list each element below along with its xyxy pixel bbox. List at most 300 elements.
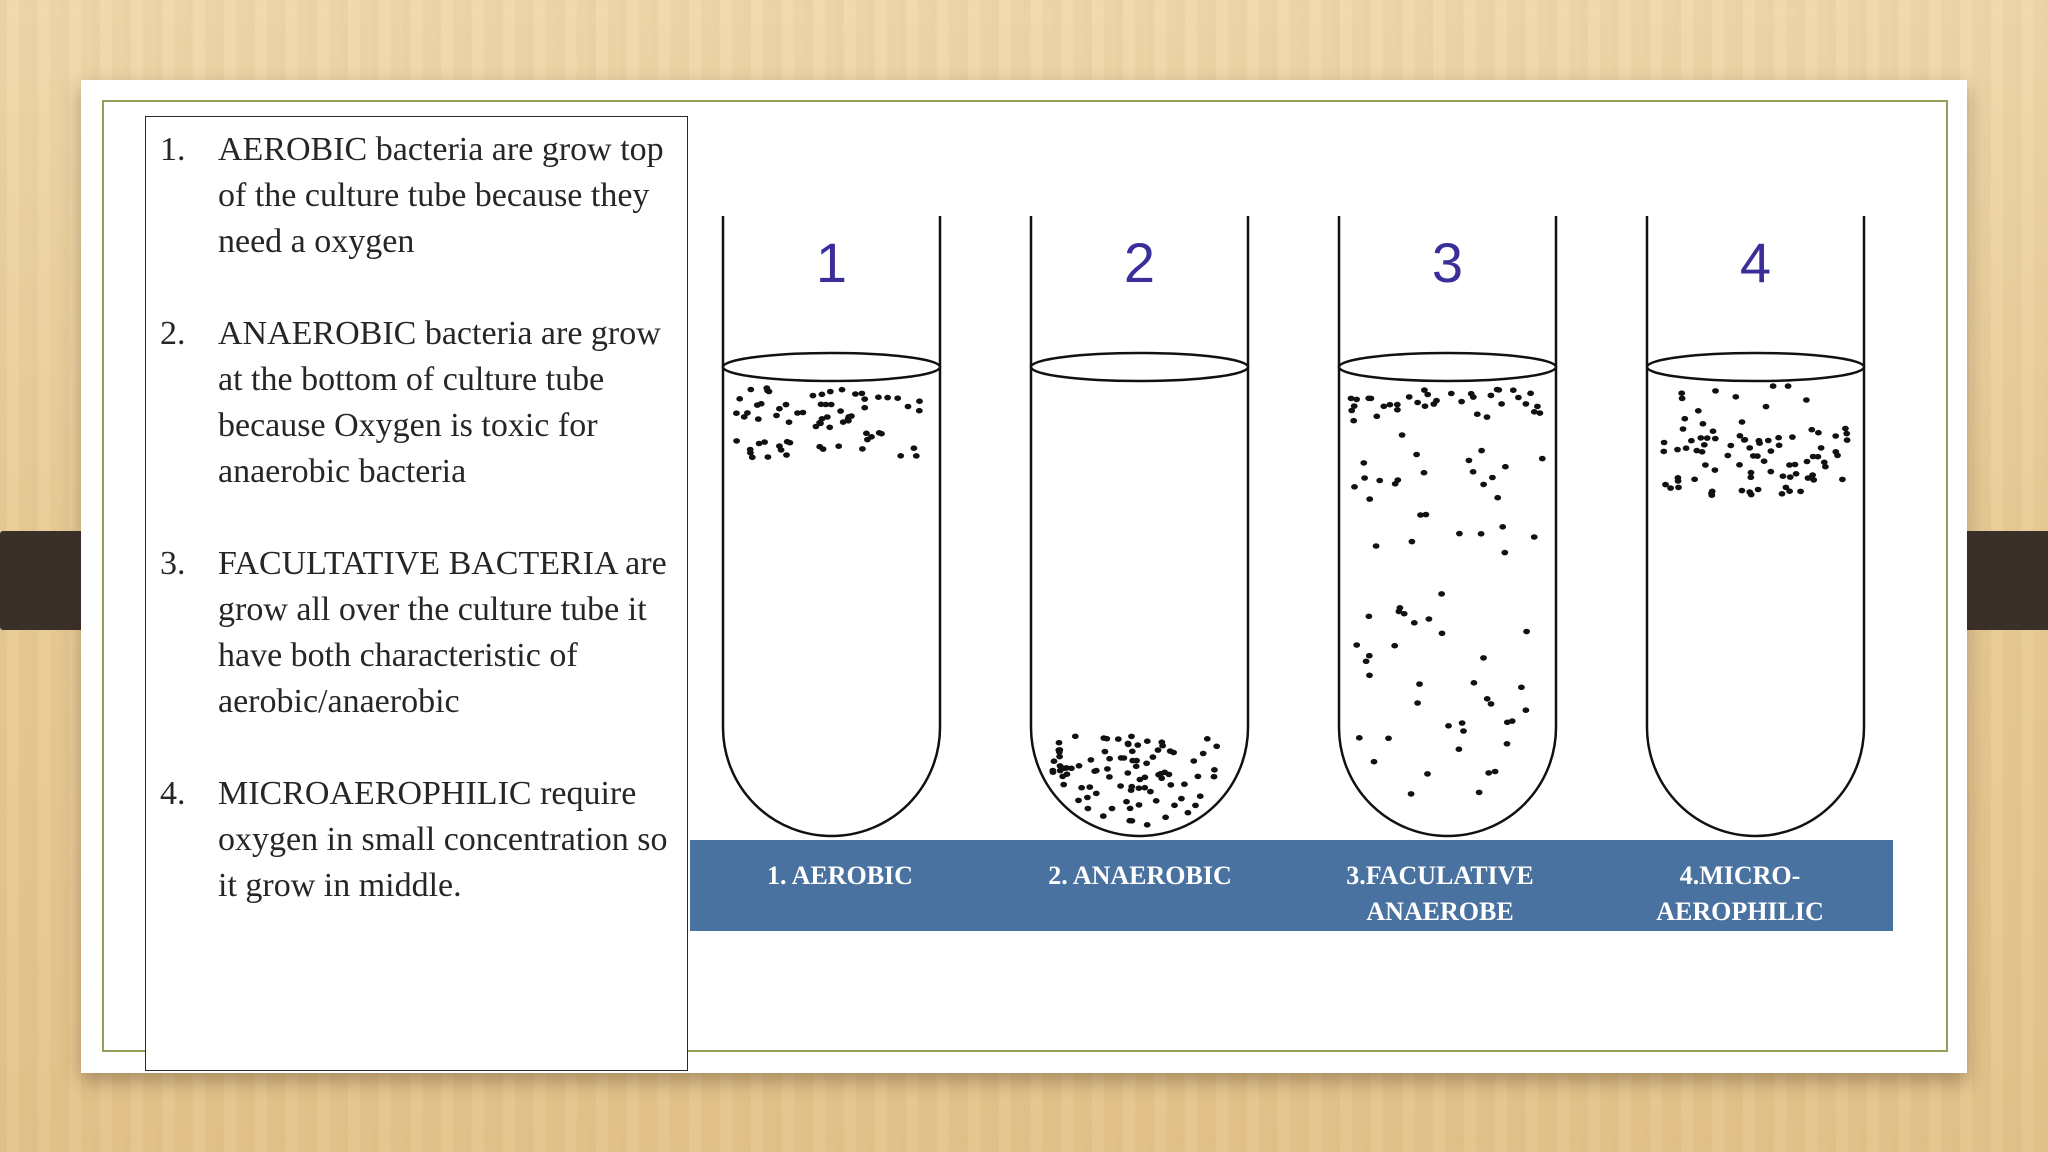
- bacteria-dot: [776, 443, 783, 449]
- bacteria-dot: [1366, 653, 1373, 659]
- bacteria-dot: [1363, 659, 1370, 665]
- bacteria-dot: [1356, 735, 1363, 741]
- bacteria-dot: [1158, 776, 1165, 782]
- bacteria-dot: [894, 395, 901, 401]
- bacteria-dot: [1085, 806, 1092, 812]
- bacteria-dot: [1832, 433, 1839, 439]
- bacteria-dot: [1842, 426, 1849, 432]
- bacteria-dot: [1155, 747, 1162, 753]
- bacteria-dot: [1498, 401, 1505, 407]
- bacteria-dot: [1832, 449, 1839, 455]
- bacteria-dot: [747, 387, 754, 393]
- bacteria-dot: [820, 446, 827, 452]
- tube-number: 4: [1739, 231, 1772, 294]
- bacteria-dot: [916, 398, 923, 404]
- bacteria-dot: [1056, 740, 1063, 746]
- bacteria-dot: [794, 410, 801, 416]
- bacteria-dot: [765, 454, 772, 460]
- bacteria-dot: [1786, 488, 1793, 494]
- bacteria-dot: [786, 419, 793, 425]
- bacteria-dot: [1660, 449, 1667, 455]
- tube-number: 2: [1123, 231, 1156, 294]
- bacteria-dot: [810, 393, 817, 399]
- bacteria-dot: [1086, 784, 1093, 790]
- bacteria-dot: [1060, 782, 1067, 788]
- culture-tubes-diagram: [690, 196, 1908, 931]
- bacteria-dot: [1531, 534, 1538, 540]
- bacteria-dot: [1396, 609, 1403, 615]
- bacteria-dot: [1470, 469, 1477, 475]
- bacteria-dot: [1776, 443, 1783, 449]
- bacteria-dot: [1761, 458, 1768, 464]
- bacteria-dot: [1195, 774, 1202, 780]
- bacteria-dot: [827, 389, 834, 395]
- bacteria-dot: [1488, 393, 1495, 399]
- bacteria-dot: [1162, 815, 1169, 821]
- bacteria-dot: [1129, 749, 1136, 755]
- bacteria-dot: [1106, 774, 1113, 780]
- list-number: 3.: [160, 545, 186, 582]
- bacteria-dot: [1818, 445, 1825, 451]
- bacteria-dot: [1371, 759, 1378, 765]
- bacteria-dot: [819, 392, 826, 398]
- bacteria-dot: [1417, 512, 1424, 518]
- tube-number: 3: [1431, 231, 1464, 294]
- bacteria-dot: [1088, 757, 1095, 763]
- bacteria-dot: [1843, 431, 1850, 437]
- bacteria-dot: [1695, 408, 1702, 414]
- bacteria-dot: [1204, 736, 1211, 742]
- bacteria-dot: [1765, 438, 1772, 444]
- bacteria-dot: [1805, 475, 1812, 481]
- bacteria-dot: [1701, 442, 1708, 448]
- bacteria-dot: [1426, 616, 1433, 622]
- bacteria-dot: [1373, 543, 1380, 549]
- medium-surface: [1647, 353, 1864, 381]
- bacteria-dot: [1770, 383, 1777, 389]
- bacteria-dot: [1093, 791, 1100, 797]
- bacteria-dot: [1501, 550, 1508, 556]
- bacteria-dot: [1700, 421, 1707, 427]
- bacteria-dot: [1748, 470, 1755, 476]
- bacteria-dot: [1478, 531, 1485, 537]
- bacteria-dot: [1693, 448, 1700, 454]
- bacteria-dot: [1489, 475, 1496, 481]
- bacteria-dot: [1200, 751, 1207, 757]
- bacteria-dot: [1192, 803, 1199, 809]
- bacteria-dot: [1748, 492, 1755, 498]
- bacteria-dot: [1051, 758, 1058, 764]
- bacteria-dot: [1704, 435, 1711, 441]
- bacteria-dot: [1144, 738, 1151, 744]
- bacteria-dot: [1076, 763, 1083, 769]
- bacteria-dot: [839, 387, 846, 393]
- bacteria-dot: [1133, 764, 1140, 770]
- bacteria-dot: [756, 441, 763, 447]
- bacteria-dot: [1093, 768, 1100, 774]
- bacteria-dot: [758, 401, 765, 407]
- bacteria-dot: [1756, 438, 1763, 444]
- bacteria-dot: [1448, 391, 1455, 397]
- bacteria-dot: [1675, 478, 1682, 484]
- tube-label-anaerobic: 2. ANAEROBIC: [1048, 861, 1232, 890]
- bacteria-dot: [1178, 796, 1185, 802]
- bacteria-dot: [1068, 766, 1075, 772]
- bacteria-dot: [1492, 769, 1499, 775]
- bacteria-dot: [1348, 408, 1355, 414]
- bacteria-dot: [824, 414, 831, 420]
- bacteria-dot: [1755, 487, 1762, 493]
- tube-label-bar: [690, 840, 1893, 931]
- bacteria-dot: [1494, 495, 1501, 501]
- bacteria-dot: [1351, 484, 1358, 490]
- bacteria-dot: [1466, 458, 1473, 464]
- bacteria-dot: [749, 455, 756, 461]
- bacteria-dot: [1523, 401, 1530, 407]
- bacteria-dot: [861, 405, 868, 411]
- bacteria-dot: [1348, 396, 1355, 402]
- bacteria-dot: [1478, 448, 1485, 454]
- bacteria-dot: [1100, 813, 1107, 819]
- bacteria-dot: [1128, 784, 1135, 790]
- bacteria-dot: [776, 406, 783, 412]
- bacteria-dot: [1161, 770, 1168, 776]
- bacteria-dot: [1712, 467, 1719, 473]
- list-number: 2.: [160, 315, 186, 352]
- bacteria-dot: [1143, 761, 1150, 767]
- bacteria-dot: [1109, 806, 1116, 812]
- bacteria-dot: [1365, 396, 1372, 402]
- bacteria-dot: [755, 416, 762, 422]
- bacteria-dot: [1394, 407, 1401, 413]
- bacteria-dot: [1127, 806, 1134, 812]
- bacteria-dot: [1485, 770, 1492, 776]
- bacteria-dot: [1167, 782, 1174, 788]
- bacteria-dot: [1708, 492, 1715, 498]
- bacteria-dot: [1787, 474, 1794, 480]
- bacteria-dot: [1366, 614, 1373, 620]
- bacteria-dot: [1197, 793, 1204, 799]
- bacteria-dot: [1421, 387, 1428, 393]
- bacteria-dot: [1190, 758, 1197, 764]
- list-number: 4.: [160, 775, 186, 812]
- bacteria-dot: [1171, 803, 1178, 809]
- bacteria-dot: [1115, 736, 1122, 742]
- bacteria-dot: [744, 410, 751, 416]
- bacteria-dot: [1124, 770, 1131, 776]
- medium-surface: [723, 353, 940, 381]
- bacteria-dot: [837, 408, 844, 414]
- bacteria-dot: [1539, 456, 1546, 462]
- bacteria-dot: [1484, 414, 1491, 420]
- bacteria-dot: [1399, 432, 1406, 438]
- bacteria-dot: [1471, 680, 1478, 686]
- bacteria-dot: [1376, 478, 1383, 484]
- bacteria-dot: [1815, 454, 1822, 460]
- bacteria-dot: [1456, 531, 1463, 537]
- bacteria-dot: [1460, 728, 1467, 734]
- bacteria-dot: [1366, 673, 1373, 679]
- bacteria-dot: [1075, 798, 1082, 804]
- bacteria-dot: [1458, 399, 1465, 405]
- bacteria-dot: [1808, 427, 1815, 433]
- bacteria-dot: [1474, 411, 1481, 417]
- list-item-microaerophilic: [160, 771, 675, 909]
- bacteria-dot: [1681, 416, 1688, 422]
- bacteria-dot: [911, 445, 918, 451]
- bacteria-dot: [773, 413, 780, 419]
- bacteria-dot: [1361, 475, 1368, 481]
- list-text: AEROBIC bacteria are grow top of the culture tube because they need a oxygen: [218, 131, 664, 260]
- bacteria-dot: [1147, 789, 1154, 795]
- bacteria-dot: [1702, 462, 1709, 468]
- list-text: MICROAEROPHILIC require oxygen in small concentration so it grow in middle.: [218, 775, 668, 904]
- bacteria-dot: [1078, 785, 1085, 791]
- bacteria-dot: [822, 402, 829, 408]
- bacteria-dot: [1815, 430, 1822, 436]
- bacteria-dot: [1683, 445, 1690, 451]
- bacteria-dot: [1736, 462, 1743, 468]
- bacteria-dot: [1128, 734, 1135, 740]
- tube-label-aerobic: 1. AEROBIC: [767, 861, 913, 890]
- bacteria-dot: [1136, 802, 1143, 808]
- bacteria-dot: [1768, 448, 1775, 454]
- bacteria-dot: [1763, 404, 1770, 410]
- bacteria-dot: [861, 396, 868, 402]
- bacteria-dot: [1480, 482, 1487, 488]
- bacteria-dot: [1103, 736, 1110, 742]
- bacteria-dot: [1495, 387, 1502, 393]
- bacteria-dot: [1394, 402, 1401, 408]
- bacteria-dot: [1153, 798, 1160, 804]
- bacteria-dot: [1150, 754, 1157, 760]
- bacteria-dot: [1537, 410, 1544, 416]
- list-item-anaerobic: [160, 311, 675, 495]
- bacteria-dot: [1515, 395, 1522, 401]
- bacteria-dot: [1366, 496, 1373, 502]
- bacteria-dot: [1456, 746, 1463, 752]
- bacteria-dot: [1414, 400, 1421, 406]
- bacteria-dot: [913, 453, 920, 459]
- bacteria-dot: [1679, 396, 1686, 402]
- bacteria-dot: [1839, 477, 1846, 483]
- bacteria-dot: [1691, 477, 1698, 483]
- bacteria-dot: [1411, 620, 1418, 626]
- bacteria-dot: [1117, 783, 1124, 789]
- bacteria-dot: [1373, 414, 1380, 420]
- bacteria-dot: [1523, 629, 1530, 635]
- bacteria-dot: [1779, 491, 1786, 497]
- bacteria-dot: [1459, 720, 1466, 726]
- bacteria-dot: [1750, 453, 1757, 459]
- bacteria-dot: [1675, 485, 1682, 491]
- bacteria-dot: [1793, 471, 1800, 477]
- bacteria-dot: [1438, 591, 1445, 597]
- bacteria-dot: [1353, 642, 1360, 648]
- list-item-facultative: [160, 541, 675, 725]
- bacteria-dot: [1504, 741, 1511, 747]
- bacteria-dot: [1360, 460, 1367, 466]
- bacteria-dot: [1406, 394, 1413, 400]
- bacteria-dot: [733, 410, 740, 416]
- bacteria-dot: [1797, 489, 1804, 495]
- bacteria-dot: [905, 404, 912, 410]
- tubes-svg: [690, 196, 1908, 846]
- bacteria-dot: [784, 439, 791, 445]
- bacteria-dot: [868, 434, 875, 440]
- bacteria-dot: [1804, 459, 1811, 465]
- bacteria-dot: [1712, 436, 1719, 442]
- bacteria-dot: [884, 395, 891, 401]
- bacteria-dot: [1136, 785, 1143, 791]
- tube-label-facultative: 3.FACULATIVE ANAEROBE: [1346, 861, 1534, 926]
- bacteria-dot: [1049, 768, 1056, 774]
- bacteria-dot: [1144, 822, 1151, 828]
- bacteria-dot: [1185, 810, 1192, 816]
- bacteria-list: [160, 127, 675, 955]
- bacteria-dot: [1061, 765, 1068, 771]
- bacteria-dot: [1509, 718, 1516, 724]
- bacteria-dot: [852, 391, 859, 397]
- bacteria-dot: [1741, 437, 1748, 443]
- bacteria-dot: [1104, 766, 1111, 772]
- bacteria-dot: [1213, 744, 1220, 750]
- bacteria-dot: [1056, 754, 1063, 760]
- bacteria-dot: [1211, 774, 1218, 780]
- bacteria-dot: [1484, 696, 1491, 702]
- bacteria-dot: [1480, 655, 1487, 661]
- bacteria-dot: [1710, 428, 1717, 434]
- bacteria-dot: [875, 394, 882, 400]
- bacteria-dot: [1102, 749, 1109, 755]
- list-item-aerobic: [160, 127, 675, 265]
- bacteria-dot: [835, 443, 842, 449]
- bacteria-dot: [1414, 700, 1421, 706]
- bacteria-dot: [1137, 777, 1144, 783]
- explanation-textbox: [145, 116, 688, 1071]
- bacteria-dot: [1170, 750, 1177, 756]
- bacteria-dot: [1697, 435, 1704, 441]
- bacteria-dot: [1523, 707, 1530, 713]
- bacteria-dot: [1470, 394, 1477, 400]
- bacteria-dot: [1106, 756, 1113, 762]
- bacteria-dot: [1518, 685, 1525, 691]
- bacteria-dot: [1391, 643, 1398, 649]
- bacteria-dot: [1674, 447, 1681, 453]
- bacteria-dot: [1181, 781, 1188, 787]
- bacteria-dot: [1785, 383, 1792, 389]
- bacteria-dot: [733, 438, 740, 444]
- bacteria-dot: [1767, 469, 1774, 475]
- bacteria-dot: [1786, 462, 1793, 468]
- bacteria-dot: [1387, 402, 1394, 408]
- bacteria-dot: [1780, 473, 1787, 479]
- bacteria-dot: [859, 391, 866, 397]
- bacteria-dot: [1445, 723, 1452, 729]
- bacteria-dot: [1422, 403, 1429, 409]
- bacteria-dot: [1439, 631, 1446, 637]
- bacteria-dot: [1408, 791, 1415, 797]
- medium-surface: [1339, 353, 1556, 381]
- bacteria-dot: [1803, 397, 1810, 403]
- bacteria-dot: [1746, 445, 1753, 451]
- bacteria-dot: [763, 385, 770, 391]
- list-text: FACULTATIVE BACTERIA are grow all over the culture tube it have both characteristic of aerobic/anaerobic: [218, 545, 667, 720]
- bacteria-dot: [826, 425, 833, 431]
- bacteria-dot: [1394, 477, 1401, 483]
- bacteria-dot: [783, 452, 790, 458]
- bacteria-dot: [1502, 464, 1509, 470]
- bacteria-dot: [1527, 391, 1534, 397]
- bacteria-dot: [1499, 524, 1506, 530]
- bacteria-dot: [1534, 404, 1541, 410]
- bacteria-dot: [1775, 435, 1782, 441]
- bacteria-dot: [1680, 426, 1687, 432]
- bacteria-dot: [1385, 736, 1392, 742]
- bacteria-dot: [916, 408, 923, 414]
- bacteria-dot: [1724, 453, 1731, 459]
- bacteria-dot: [1727, 443, 1734, 449]
- bacteria-dot: [1510, 387, 1517, 393]
- bacteria-dot: [1844, 437, 1851, 443]
- bacteria-dot: [1084, 795, 1091, 801]
- bacteria-dot: [1712, 388, 1719, 394]
- bacteria-dot: [1424, 771, 1431, 777]
- bacteria-dot: [1121, 755, 1128, 761]
- bacteria-dot: [845, 418, 852, 424]
- bacteria-dot: [1678, 390, 1685, 396]
- bacteria-dot: [1476, 790, 1483, 796]
- bacteria-dot: [1416, 681, 1423, 687]
- bacteria-dot: [1789, 434, 1796, 440]
- bacteria-dot: [783, 402, 790, 408]
- bacteria-dot: [897, 453, 904, 459]
- bacteria-dot: [736, 396, 743, 402]
- bacteria-dot: [1688, 438, 1695, 444]
- bacteria-dot: [1141, 785, 1148, 791]
- bacteria-dot: [1380, 404, 1387, 410]
- bacteria-dot: [1055, 747, 1062, 753]
- bacteria-dot: [1072, 734, 1079, 740]
- tube-label-microaerophilic: 4.MICRO-AEROPHILIC: [1656, 861, 1824, 926]
- bacteria-dot: [1134, 742, 1141, 748]
- bacteria-dot: [1125, 742, 1132, 748]
- bacteria-dot: [1123, 799, 1130, 805]
- bacteria-dot: [1409, 539, 1416, 545]
- bacteria-dot: [1129, 818, 1136, 824]
- tube-number: 1: [815, 231, 848, 294]
- bacteria-dot: [1430, 401, 1437, 407]
- bacteria-dot: [859, 446, 866, 452]
- bacteria-dot: [1059, 774, 1066, 780]
- bacteria-dot: [876, 430, 883, 436]
- list-text: ANAEROBIC bacteria are grow at the bottom of culture tube because Oxygen is toxic for anaerobic bacteria: [218, 315, 661, 490]
- bacteria-dot: [1821, 460, 1828, 466]
- bacteria-dot: [1661, 440, 1668, 446]
- bacteria-dot: [1739, 488, 1746, 494]
- bacteria-dot: [1421, 470, 1428, 476]
- bacteria-dot: [1732, 394, 1739, 400]
- bacteria-dot: [1350, 418, 1357, 424]
- bacteria-dot: [1667, 485, 1674, 491]
- bacteria-dot: [1739, 419, 1746, 425]
- bacteria-dot: [1129, 758, 1136, 764]
- bacteria-dot: [1413, 452, 1420, 458]
- bacteria-dot: [1353, 397, 1360, 403]
- bacteria-dot: [1211, 767, 1218, 773]
- medium-surface: [1031, 353, 1248, 381]
- bacteria-dot: [1488, 701, 1495, 707]
